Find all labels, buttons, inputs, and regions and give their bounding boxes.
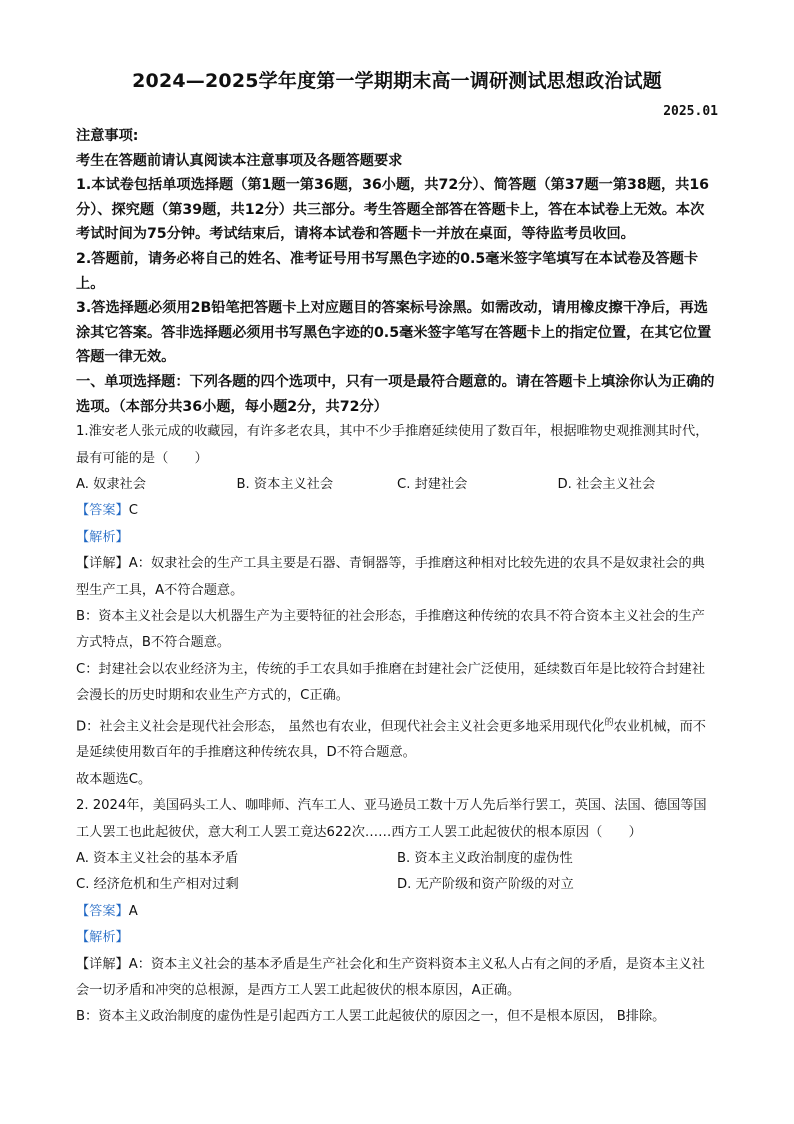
section-heading: 一、单项选择题：下列各题的四个选项中，只有一项是最符合题意的。请在答题卡上填涂你认为正确的选项。（本部分共36小题，每小题2分，共72分） (76, 373, 715, 415)
question-1-option-b: B. 资本主义社会 (236, 476, 334, 492)
notice-intro: 考生在答题前请认真阅读本注意事项及各题答题要求 (76, 152, 403, 169)
exam-date: 2025.01 (663, 104, 718, 119)
question-2-options-row-1 (76, 846, 718, 872)
question-2-analysis (76, 925, 718, 951)
question-1-option-a: A. 奴隶社会 (76, 476, 146, 492)
question-1-stem: 1.淮安老人张元成的收藏园，有许多老农具，其中不少手推磨延续使用了数百年，根据唯物史观推测其时代，最有可能的是（ ） (76, 424, 709, 466)
question-1-conclusion: 故本题选C。 (76, 771, 152, 787)
detail-tag: 【详解】 (76, 556, 129, 572)
question-2-option-d: D. 无产阶级和资产阶级的对立 (397, 877, 574, 893)
notice-item-1: 1.本试卷包括单项选择题（第1题一第36题，36小题，共72分）、简答题（第37题一第38题，共16分）、探究题（第39题，共12分）共三部分。考生答题全部答在答题卡上，答在本试卷上无效。本次考试时间为75分钟。考试结束后，请将本试卷和答题卡一并放在桌面，等待监考员收回。 (76, 177, 710, 243)
question-2-detail-b: B：资本主义政治制度的虚伪性是引起西方工人罢工此起彼伏的原因之一，但不是根本原因， B排除。 (76, 1009, 666, 1025)
notice-item-2: 2.答题前，请务必将自己的姓名、准考证号用书写黑色字迹的0.5毫米签字笔填写在本试卷及答题卡上。 (76, 250, 699, 292)
question-1-option-d: D. 社会主义社会 (557, 476, 656, 492)
question-2-option-c: C. 经济危机和生产相对过剩 (76, 877, 239, 893)
answer-value: A (128, 903, 138, 919)
detail-tag: 【详解】 (76, 956, 129, 972)
question-1-analysis (76, 525, 718, 551)
analysis-tag: 【解析】 (76, 930, 129, 946)
answer-value: C (128, 503, 138, 519)
question-2-stem: 2. 2024年，美国码头工人、咖啡师、汽车工人、亚马逊员工数十万人先后举行罢工，英国、法国、德国等国工人罢工也此起彼伏，意大利工人罢工竟达622次……西方工人罢工此起彼伏的根本原因（ ） (76, 798, 707, 840)
question-2-option-b: B. 资本主义政治制度的虚伪性 (397, 851, 573, 867)
notice-heading: 注意事项: (76, 128, 139, 144)
question-1-detail-b: B：资本主义社会是以大机器生产为主要特征的社会形态，手推磨这种传统的农具不符合资本主义社会的生产方式特点，B不符合题意。 (76, 608, 705, 651)
question-1-detail-d: D：社会主义社会是现代社会形态， 虽然也有农业，但现代社会主义社会更多地采用现代化$^的$农业机械，而不是延续使用数百年的手推磨这种传统农具，D不符合题意。 (76, 717, 706, 761)
question-2-options-row-2 (76, 872, 718, 898)
page-title: 2024—2025学年度第一学期期末高一调研测试思想政治试题 (132, 70, 662, 92)
document-body (76, 124, 718, 1031)
question-1-detail-c: C：封建社会以农业经济为主，传统的手工农具如手推磨在封建社会广泛使用，延续数百年是比较符合封建社会漫长的历史时期和农业生产方式的，C正确。 (76, 661, 706, 704)
question-1-detail-a: 【详解】A：奴隶社会的生产工具主要是石器、青铜器等，手推磨这种相对比较先进的农具不是奴隶社会的典型生产工具，A不符合题意。 (76, 556, 705, 598)
question-1-answer (76, 498, 718, 524)
question-1-options (76, 472, 718, 498)
answer-tag: 【答案】 (76, 503, 129, 519)
notice-item-3: 3.答选择题必须用2B铅笔把答题卡上对应题目的答案标号涂黑。如需改动，请用橡皮擦干净后，再选涂其它答案。答非选择题必须用书写黑色字迹的0.5毫米签字笔写在答题卡上的指定位置，在其它位置答题一律无效。 (76, 300, 712, 366)
question-2-answer (76, 899, 718, 925)
question-2-detail-a: 【详解】A：资本主义社会的基本矛盾是生产社会化和生产资料资本主义私人占有之间的矛盾，是资本主义社会一切矛盾和冲突的总根源，是西方工人罢工此起彼伏的根本原因，A正确。 (76, 956, 705, 999)
question-1-option-c: C. 封建社会 (397, 476, 468, 492)
question-2-option-a: A. 资本主义社会的基本矛盾 (76, 851, 239, 867)
answer-tag: 【答案】 (76, 903, 129, 919)
analysis-tag: 【解析】 (76, 529, 129, 545)
